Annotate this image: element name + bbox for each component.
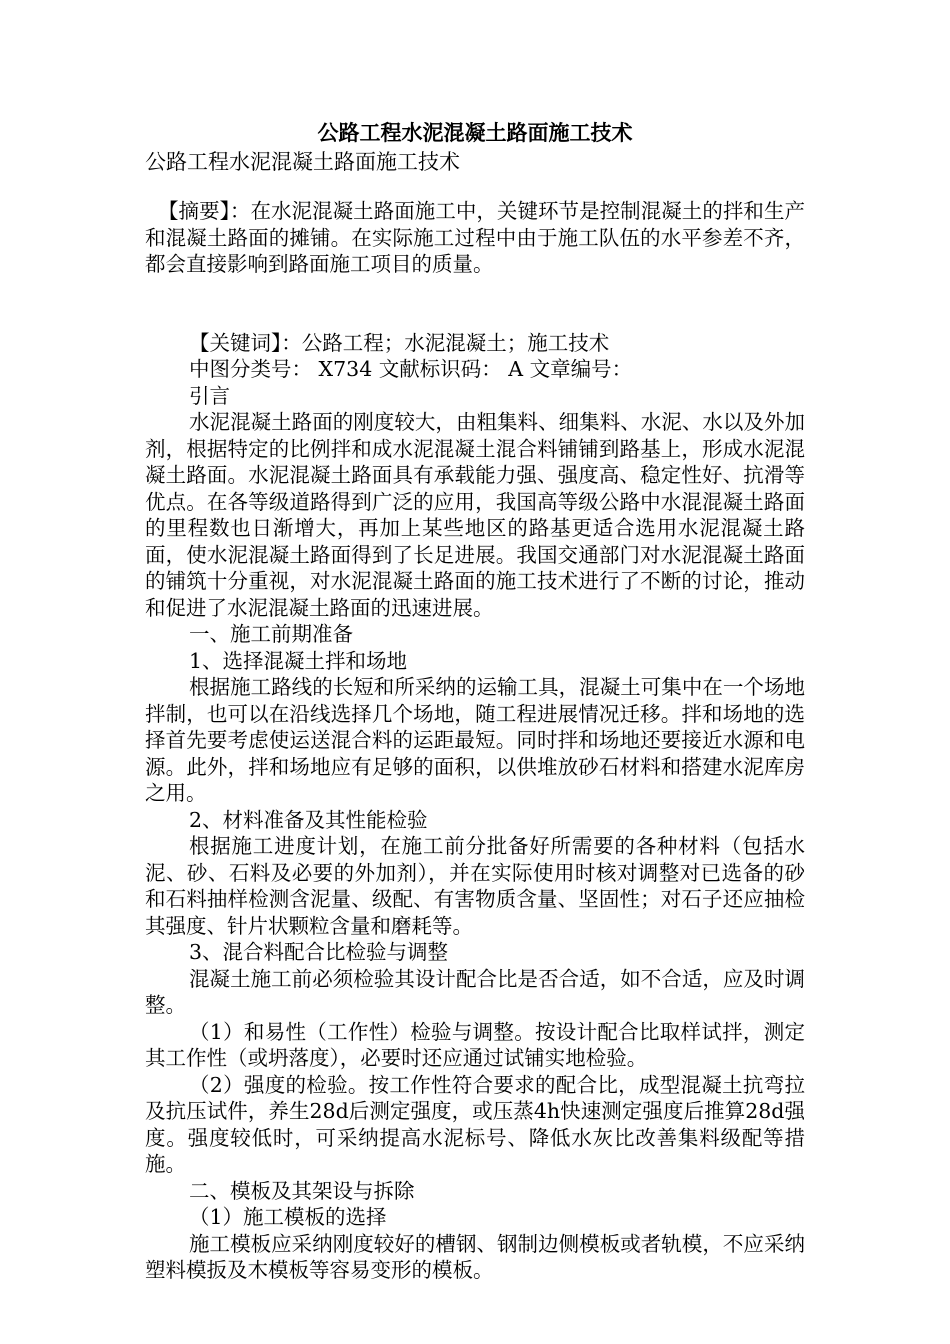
spacer [145, 304, 805, 330]
section-1-2-paragraph: 根据施工进度计划，在施工前分批备好所需要的各种材料（包括水泥、砂、石料及必要的外加剂），并在实际使用时核对调整对已选备的砂和石料抽样检测含泥量、级配、有害物质含量、坚固性；对石子还应抽检其强度、针片状颗粒含量和磨耗等。 [145, 834, 805, 938]
document-subtitle: 公路工程水泥混凝土路面施工技术 [145, 150, 460, 174]
section-1-heading: 一、施工前期准备 [189, 622, 353, 646]
keywords-line: 【关键词】：公路工程；水泥混凝土；施工技术 [189, 330, 610, 355]
section-1-3-heading: 3、混合料配合比检验与调整 [189, 940, 449, 964]
section-2-heading: 二、模板及其架设与拆除 [189, 1178, 415, 1203]
section-1-1-paragraph: 根据施工路线的长短和所采纳的运输工具，混凝土可集中在一个场地拌制，也可以在沿线选择几个场地，随工程进展情况迁移。拌和场地的选择首先要考虑使运送混合料的运距最短。同时拌和场地还要接近水源和电源。此外，拌和场地应有足够的面积，以供堆放砂石材料和搭建水泥库房之用。 [145, 675, 805, 805]
abstract-paragraph: 【摘要】：在水泥混凝土路面施工中，关键环节是控制混凝土的拌和生产和混凝土路面的摊铺。在实际施工过程中由于施工队伍的水平参差不齐，都会直接影响到路面施工项目的质量。 [145, 199, 805, 276]
intro-paragraph: 水泥混凝土路面的刚度较大，由粗集料、细集料、水泥、水以及外加剂，根据特定的比例拌和成水泥混凝土混合料铺铺到路基上，形成水泥混凝土路面。水泥混凝土路面具有承载能力强、强度高、稳定性好、抗滑等优点。在各等级道路得到广泛的应用，我国高等级公路中水混混凝土路面的里程数也日渐增大，再加上某些地区的路基更适合选用水泥混凝土路面，使水泥混凝土路面得到了长足进展。我国交通部门对水泥混凝土路面的铺筑十分重视，对水泥混凝土路面的施工技术进行了不断的讨论，推动和促进了水泥混凝土路面的迅速进展。 [145, 410, 805, 620]
document-title: 公路工程水泥混凝土路面施工技术 [317, 120, 633, 145]
section-2-1-heading: （1）施工模板的选择 [189, 1205, 387, 1229]
section-1-3-item-2: （2）强度的检验。按工作性符合要求的配合比，成型混凝土抗弯拉及抗压试件，养生28d后测定强度，或压蒸4h快速测定强度后推算28d强度。强度较低时，可采纳提高水泥标号、降低水灰比改善集料级配等措施。 [145, 1072, 805, 1176]
intro-heading: 引言 [189, 383, 230, 408]
document-body [145, 198, 805, 1284]
section-2-1-paragraph: 施工模板应采纳刚度较好的槽钢、钢制边侧模板或者轨模，不应采纳塑料模扳及木模板等容易变形的模板。 [145, 1231, 805, 1282]
section-1-2-heading: 2、材料准备及其性能检验 [189, 807, 428, 832]
classification-line: 中图分类号： X734 文献标识码： A 文章编号： [189, 357, 633, 381]
spacer [145, 278, 805, 304]
section-1-3-paragraph: 混凝土施工前必须检验其设计配合比是否合适，如不合适，应及时调整。 [145, 966, 805, 1017]
section-1-1-heading: 1、选择混凝土拌和场地 [189, 648, 408, 673]
section-1-3-item-1: （1）和易性（工作性）检验与调整。按设计配合比取样试拌，测定其工作性（或坍落度），必要时还应通过试铺实地检验。 [145, 1019, 805, 1070]
